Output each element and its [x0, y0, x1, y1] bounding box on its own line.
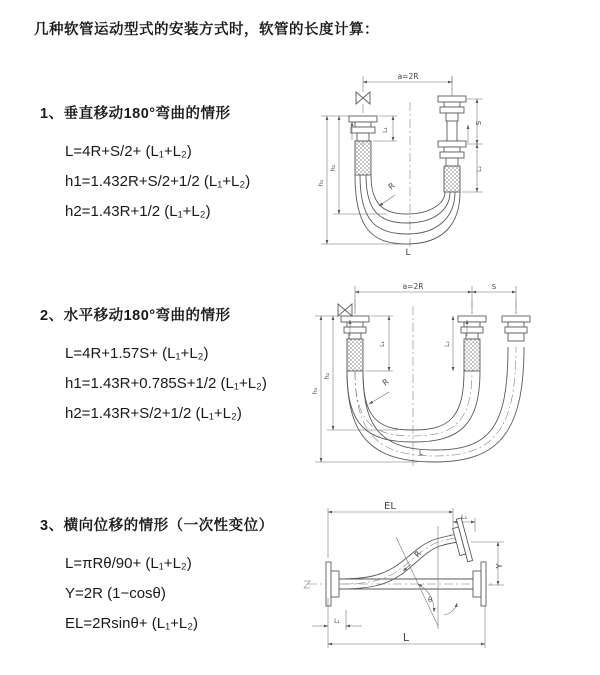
formula-line: h2=1.43R+1/2 (L₁+L₂): [65, 203, 211, 220]
formula-line: EL=2Rsinθ+ (L₁+L₂): [65, 615, 199, 632]
angle-label: θ: [428, 596, 433, 604]
left-fitting: [349, 104, 377, 175]
dimension-a-2r: [363, 72, 452, 94]
upper-fitting: [451, 518, 473, 563]
dim-h2-label: h₂: [323, 372, 331, 380]
dim-h1-label: h₁: [317, 179, 325, 187]
valve-icon: [356, 92, 370, 104]
braided-section: [464, 339, 480, 371]
dimension-h1: [311, 316, 418, 462]
radius-construction: [396, 526, 438, 629]
length-label: L: [402, 631, 410, 644]
braided-section: [444, 166, 460, 192]
dim-el-label: EL: [384, 501, 396, 512]
dim-l2-label: L₂: [444, 341, 451, 347]
diagram-vertical-180-bend: [305, 68, 590, 258]
dimension-l2: [444, 316, 453, 371]
section-horizontal-movement: [40, 304, 315, 429]
section-vertical-movement: [40, 102, 315, 227]
valve-icon: [338, 304, 352, 316]
formula-line: h1=1.432R+S/2+1/2 (L₁+L₂): [65, 173, 251, 190]
formula-line: h1=1.43R+0.785S+1/2 (L₁+L₂): [65, 375, 267, 392]
right-fitting: [438, 76, 468, 192]
formula-line: L=πRθ/90+ (L₁+L₂): [65, 555, 192, 572]
dim-h2-label: h₂: [329, 164, 337, 172]
dimension-s: [472, 283, 516, 292]
dim-y-label: Y: [495, 563, 504, 569]
hose-curves: [347, 347, 524, 462]
diagram-horizontal-180-bend: [303, 276, 593, 471]
section-lateral-displacement: [40, 514, 315, 639]
radius-leader: [369, 377, 391, 404]
braided-section: [355, 141, 371, 175]
dim-l1-label: L₁: [334, 618, 340, 625]
formula-line: L=4R+S/2+ (L₁+L₂): [65, 143, 192, 160]
radius-label: R: [386, 181, 397, 192]
break-mark: [304, 581, 310, 588]
hose-curves: [339, 533, 462, 589]
length-label: L: [419, 449, 423, 457]
dimension-el: [328, 501, 453, 558]
dim-l1-label: L₁: [382, 127, 389, 133]
dim-l2-label: L₂: [461, 514, 467, 521]
dimension-l1: [365, 316, 393, 371]
formula-line: L=4R+1.57S+ (L₁+L₂): [65, 345, 209, 362]
section-heading: 1、垂直移动180°弯曲的情形: [40, 106, 231, 122]
dimension-l2: [476, 144, 483, 192]
dimension-l1: [312, 610, 362, 630]
formula-line: h2=1.43R+S/2+1/2 (L₁+L₂): [65, 405, 242, 422]
dim-l2-label: L₂: [476, 166, 483, 172]
dim-s-label: S: [475, 120, 483, 126]
dimension-l: [328, 598, 485, 648]
dim-a-label: a=2R: [397, 72, 419, 81]
formula-line: Y=2R (1−cosθ): [65, 585, 166, 602]
dim-s-label: S: [491, 283, 497, 291]
right-fitting: [502, 300, 530, 341]
radius-label: R: [380, 377, 391, 388]
radius-label: R: [412, 549, 424, 560]
braided-section: [347, 339, 363, 371]
section-heading: 3、横向位移的情形（一次性变位）: [40, 518, 274, 534]
diagram-lateral-displacement: [298, 498, 598, 663]
dim-l1-label: L₁: [379, 341, 386, 347]
radius-leader: [379, 181, 397, 206]
dim-h1-label: h₁: [311, 387, 319, 395]
page-title: 几种软管运动型式的安装方式时，软管的长度计算：: [34, 22, 379, 38]
right-fitting: [473, 562, 486, 606]
dim-a-label: a=2R: [402, 282, 424, 291]
section-heading: 2、水平移动180°弯曲的情形: [40, 308, 231, 324]
length-label: L: [405, 248, 411, 258]
